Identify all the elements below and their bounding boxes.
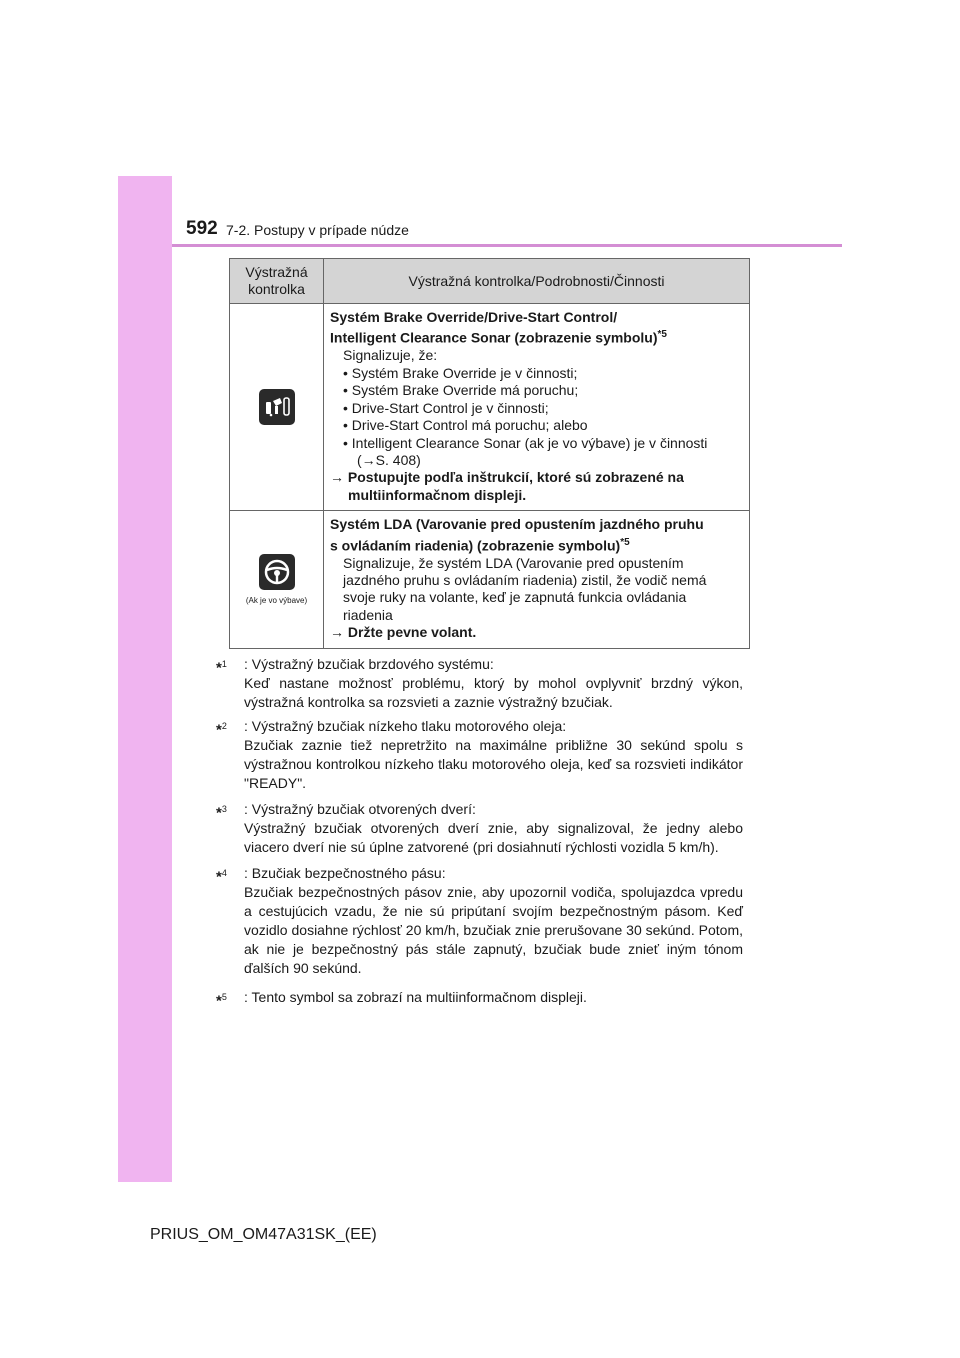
footnote — [216, 800, 743, 857]
row-title: Systém LDA (Varovanie pred opustením jazdného pruhu s ovládaním riadenia) (zobrazenie symbolu)$^{*5}$ — [330, 516, 704, 554]
footnote-marker: *$^3$ — [216, 804, 227, 822]
table-row — [230, 511, 750, 649]
row-text-line: Signalizuje, že systém LDA (Varovanie pred opustením — [343, 554, 684, 571]
footnote-body: Bzučiak zaznie tiež nepretržito na maximálne približne 30 sekúnd spolu s výstražnou kontrolkou nízkeho tlaku motorového oleja, keď sa rozsvieti indikátor "READY". — [244, 737, 743, 791]
bullet-item: • Intelligent Clearance Sonar (ak je vo výbave) je v činnosti — [343, 434, 708, 451]
col-header-details: Výstražná kontrolka/Podrobnosti/Činnosti — [324, 259, 750, 304]
row-text-line: riadenia — [343, 606, 393, 623]
optional-equipment-note: (Ak je vo výbave) — [245, 595, 308, 605]
row-text-line: jazdného pruhu s ovládaním riadenia) zistil, že vodič nemá — [343, 572, 707, 588]
icon-cell — [230, 304, 324, 511]
footnote-title: : Výstražný bzučiak otvorených dverí: — [244, 801, 476, 817]
footnote-title: : Bzučiak bezpečnostného pásu: — [244, 865, 446, 881]
footnote-title: : Výstražný bzučiak brzdového systému: — [244, 656, 494, 672]
footnote — [216, 655, 743, 712]
footnote-ref: *5 — [657, 329, 667, 341]
footnote-marker: *$^4$ — [216, 868, 227, 886]
chapter-sidebar-tab — [118, 176, 172, 1182]
footnote-body: Bzučiak bezpečnostných pásov znie, aby upozornil vodiča, spolujazdca vpredu a cestujúcich vzadu, že nie sú pripútaní svojím bezpečnostným pásom. Keď vozidlo dosiahne rýchlosť 20 km/h, bzučiak znie prerušovane 30 sekúnd. Potom, ak nie je bezpečnostný pás stále zapnutý, bzučiak bude znieť iným tónom ďalších 90 sekúnd. — [244, 884, 743, 976]
footnote-marker: *$^2$ — [216, 721, 227, 739]
row-details — [324, 304, 750, 511]
table-row — [230, 304, 750, 511]
footnote-ref: *5 — [620, 536, 630, 548]
bullet-item: • Systém Brake Override je v činnosti; — [343, 364, 578, 381]
footnote-title: : Tento symbol sa zobrazí na multiinformačnom displeji. — [244, 989, 587, 1005]
col-header-indicator: Výstražná kontrolka — [230, 259, 324, 304]
footnote-body: Výstražný bzučiak otvorených dverí znie, aby signalizoval, že jedny alebo viacero dverí nie sú úplne zatvorené (pri dosiahnutí rýchlosti vozidla 5 km/h). — [244, 820, 743, 855]
bullet-item: • Drive-Start Control má poruchu; alebo — [343, 417, 588, 434]
table-header-row — [230, 259, 750, 304]
brake-override-icon — [259, 389, 295, 425]
bullet-item: • Systém Brake Override má poruchu; — [343, 382, 579, 399]
row-text-line: svoje ruky na volante, keď je zapnutá funkcia ovládania — [343, 589, 687, 606]
row-details — [324, 511, 750, 649]
warning-table — [229, 258, 750, 649]
page-number: 592 — [186, 218, 218, 239]
action-text: → Držte pevne volant. — [330, 624, 477, 641]
header-rule — [172, 244, 842, 247]
footnote — [216, 988, 743, 1010]
footnote — [216, 864, 743, 978]
icon-cell — [230, 511, 324, 649]
footnote-marker: *$^1$ — [216, 659, 227, 677]
section-title: 7-2. Postupy v prípade núdze — [226, 222, 409, 238]
footnote-title: : Výstražný bzučiak nízkeho tlaku motorového oleja: — [244, 718, 567, 734]
footnote — [216, 717, 743, 793]
action-text: → Postupujte podľa inštrukcií, ktoré sú zobrazené na multiinformačnom displeji. — [330, 469, 684, 503]
footnote-marker: *$^5$ — [216, 992, 227, 1010]
lda-steering-wheel-icon — [259, 554, 295, 590]
bullet-item: • Drive-Start Control je v činnosti; — [343, 399, 549, 416]
document-code: PRIUS_OM_OM47A31SK_(EE) — [150, 1226, 377, 1243]
page-reference: (→S. 408) — [357, 451, 421, 468]
footnote-body: Keď nastane možnosť problému, ktorý by mohol ovplyvniť brzdný výkon, výstražná kontrolka sa rozsvieti a zaznie výstražný bzučiak. — [244, 675, 743, 710]
row-intro: Signalizuje, že: — [343, 347, 438, 364]
row-title: Systém Brake Override/Drive-Start Control/ Intelligent Clearance Sonar (zobrazenie symbolu)$^{*5}$ — [330, 309, 667, 347]
